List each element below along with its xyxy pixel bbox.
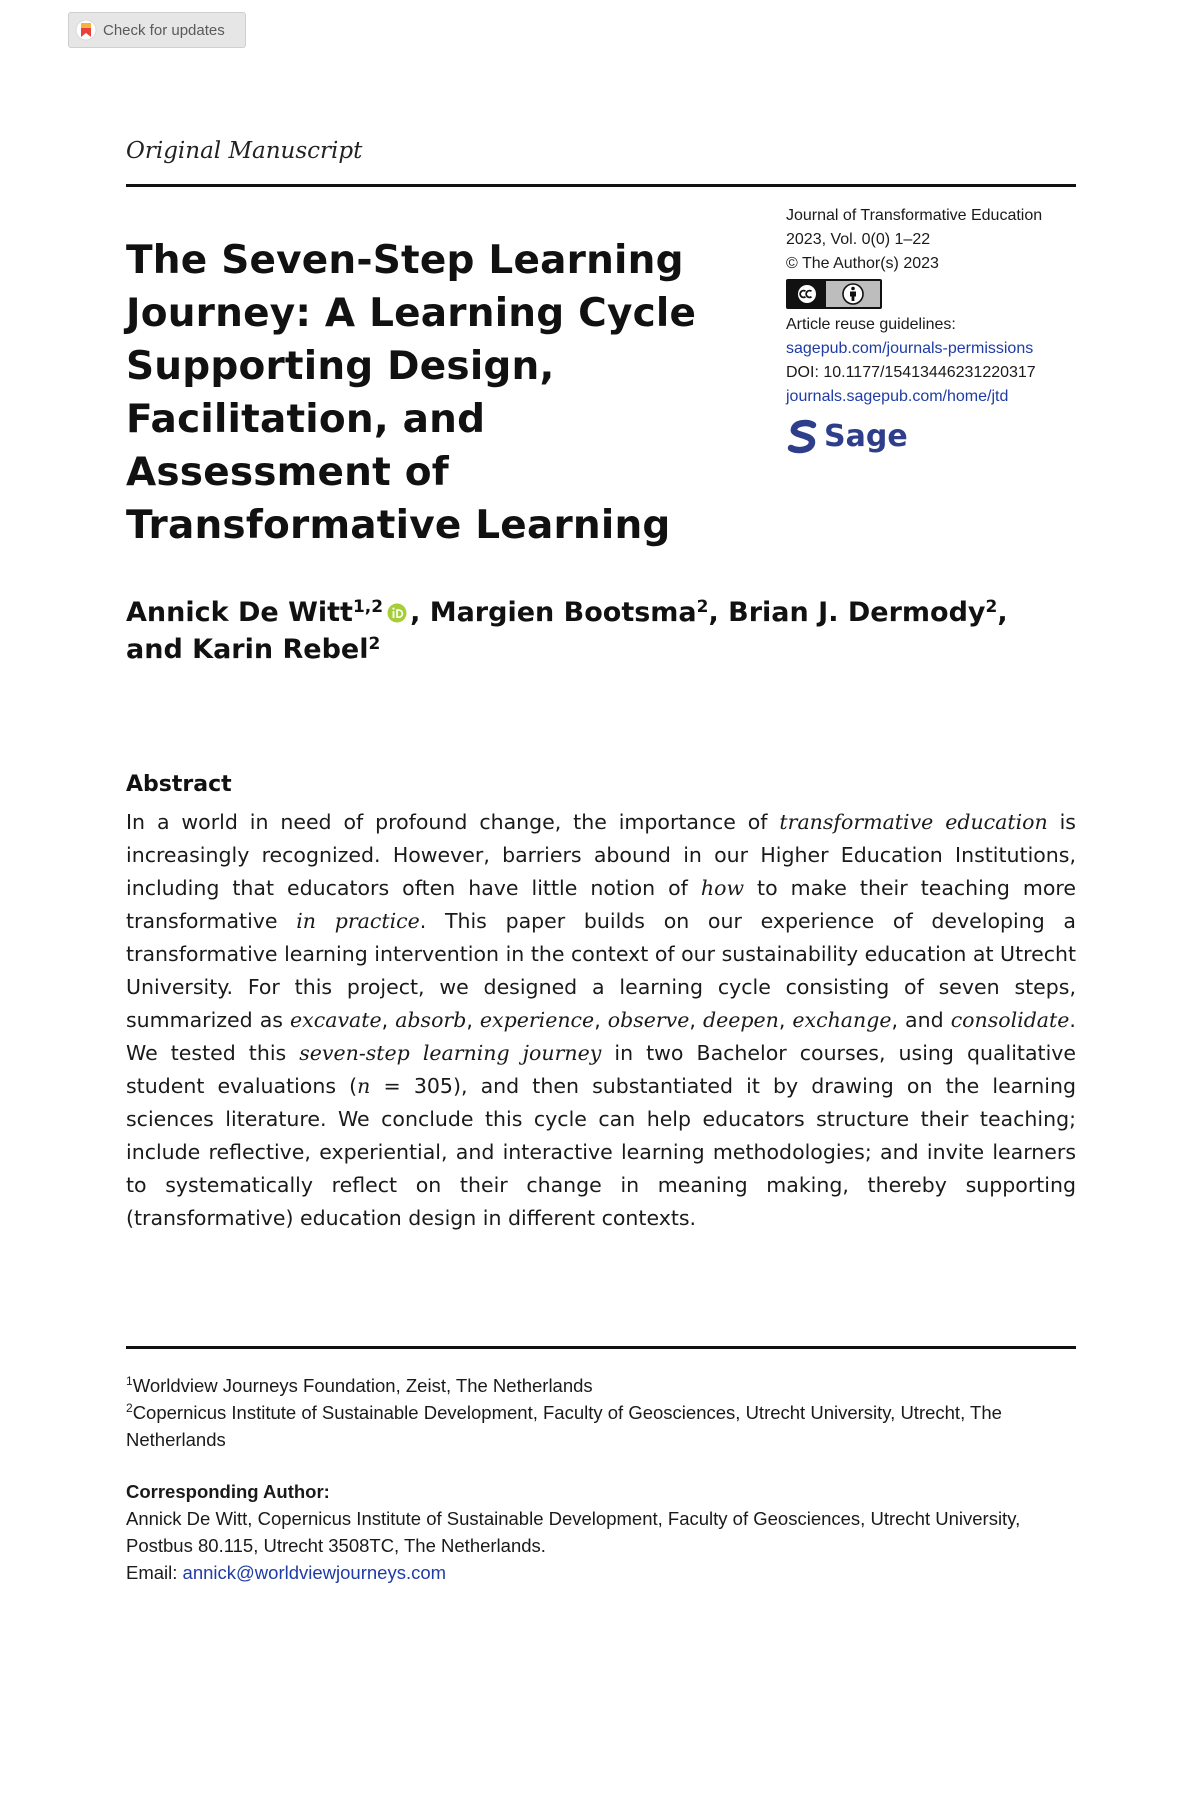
copyright-line: © The Author(s) 2023 — [786, 255, 939, 272]
journal-home-link[interactable]: journals.sagepub.com/home/jtd — [786, 388, 1009, 405]
affiliation-item: $^1$Worldview Journeys Foundation, Zeist, The Netherlands — [126, 1374, 593, 1396]
abstract-text: In a world in need of profound change, the importance of transformative education is increasingly recognized. However, barriers abound in our Higher Education Institutions, including that educators often have little notion of how to make their teaching more transformative in practice. This paper builds on our experience of developing a transformative learning intervention in the context of our sustainability education at Utrecht University. For this project, we designed a learning cycle consisting of seven steps, summarized as excavate, absorb, experience, observe, deepen, exchange, and consolidate. We tested this seven-step learning journey in two Bachelor courses, using qualitative student evaluations (n = 305), and then substantiated it by drawing on the learning sciences literature. We conclude this cycle can help educators structure their teaching; include reflective, experiential, and interactive learning methodologies; and invite learners to systematically reflect on their change in meaning making, thereby supporting (transformative) education design in different contexts. — [126, 810, 1077, 1230]
orcid-icon[interactable] — [387, 603, 407, 623]
journal-volume: 2023, Vol. 0(0) 1–22 — [786, 231, 931, 248]
section-label: Original Manuscript — [126, 138, 363, 164]
article-title: The Seven-Step Learning Journey: A Learning Cycle Supporting Design, Facilitation, and Assessment of Transformative Learning — [126, 238, 697, 548]
author-name: , Margien Bootsma — [410, 597, 697, 628]
author-name: and Karin Rebel — [126, 634, 369, 665]
corresponding-address: Annick De Witt, Copernicus Institute of Sustainable Development, Faculty of Geosciences, Utrecht University, Postbus 80.115, Utrecht 3508TC, The Netherlands. — [126, 1508, 1021, 1556]
journal-name: Journal of Transformative Education — [786, 207, 1043, 224]
email-link[interactable]: annick@worldviewjourneys.com — [182, 1562, 447, 1583]
abstract-heading: Abstract — [126, 772, 232, 797]
sage-logo[interactable] — [786, 419, 1086, 455]
affiliations — [126, 1372, 1076, 1453]
affiliation-marker: 2 — [368, 634, 381, 654]
email-label: Email: — [126, 1562, 183, 1583]
affiliation-marker: 2 — [985, 597, 998, 617]
author-name: , Brian J. Dermody — [708, 597, 986, 628]
author-list — [126, 594, 1086, 668]
affiliation-marker: 2 — [696, 597, 709, 617]
sage-s-icon — [786, 419, 820, 455]
attribution-icon — [840, 282, 866, 306]
affiliation-item: $^2$Copernicus Institute of Sustainable Development, Faculty of Geosciences, Utrecht University, Utrecht, The Netherlands — [126, 1401, 1002, 1450]
reuse-label: Article reuse guidelines: — [786, 316, 956, 333]
affiliation-marker: 1,2 — [352, 597, 384, 617]
permissions-link[interactable]: sagepub.com/journals-permissions — [786, 340, 1034, 357]
check-for-updates-label: Check for updates — [103, 21, 225, 39]
doi-line: DOI: 10.1177/15413446231220317 — [786, 364, 1036, 381]
bookmark-icon — [75, 19, 97, 41]
cc-license-icon[interactable] — [786, 279, 882, 309]
author-name: Annick De Witt — [126, 597, 353, 628]
header-divider — [126, 184, 1076, 187]
journal-meta — [786, 204, 1086, 455]
corresponding-heading: Corresponding Author: — [126, 1481, 330, 1502]
author-separator: , — [997, 597, 1008, 628]
cc-icon — [792, 283, 822, 305]
check-for-updates-button[interactable] — [68, 12, 246, 48]
footnote-divider — [126, 1346, 1076, 1349]
sage-wordmark: Sage — [824, 419, 908, 454]
corresponding-author — [126, 1478, 1076, 1586]
